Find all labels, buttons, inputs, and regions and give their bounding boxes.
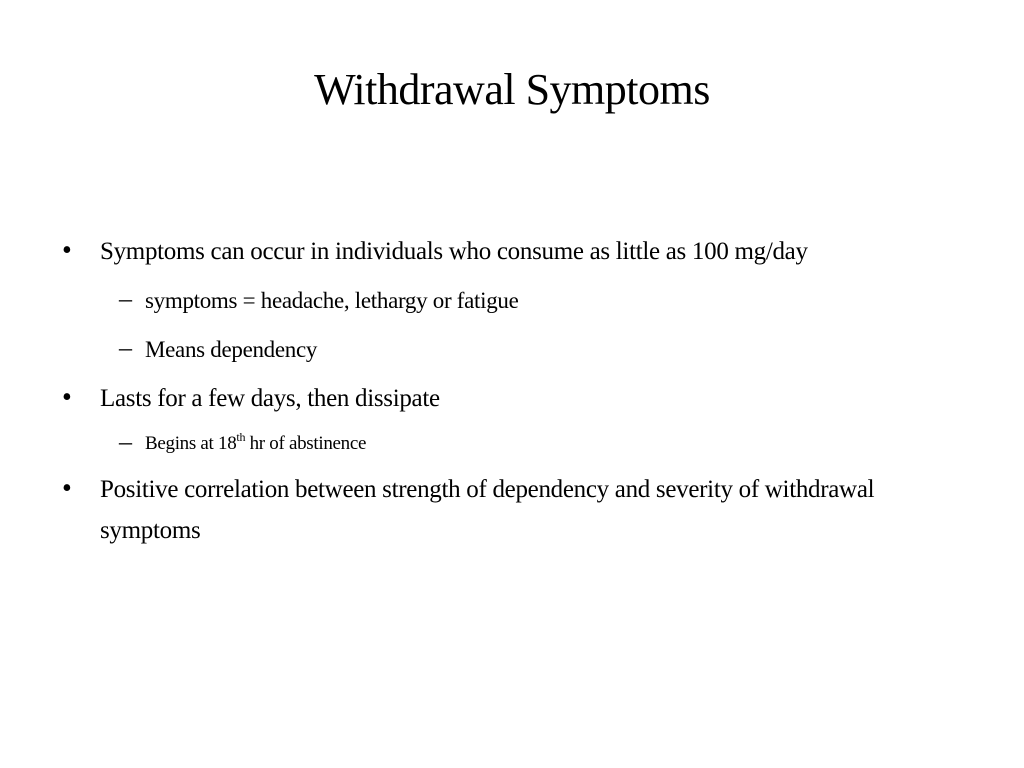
sub-bullet-text: Means dependency: [145, 337, 318, 362]
bullet-text: Lasts for a few days, then dissipate: [100, 385, 440, 412]
ordinal-superscript: th: [236, 430, 246, 444]
dash-icon: –: [119, 333, 132, 362]
dash-icon: –: [119, 284, 132, 313]
bullet-text: Symptoms can occur in individuals who consume as little as 100 mg/day: [100, 238, 808, 265]
sub-bullet-text-end: hr of abstinence: [245, 433, 367, 454]
bullet-icon: •: [62, 382, 72, 413]
bullet-icon: •: [62, 473, 72, 504]
bullet-text-line-1: Positive correlation between strength of dependency and severity of withdrawal: [100, 476, 875, 503]
sub-bullet-text-start: Begins at 18: [145, 433, 237, 454]
bullet-text-line-2: symptoms: [100, 517, 201, 544]
bullet-icon: •: [62, 235, 72, 266]
slide-title: Withdrawal Symptoms: [314, 65, 710, 114]
sub-bullet-text: symptoms = headache, lethargy or fatigue: [145, 288, 519, 313]
dash-icon: –: [119, 427, 132, 456]
sub-bullet-text: [145, 431, 366, 457]
